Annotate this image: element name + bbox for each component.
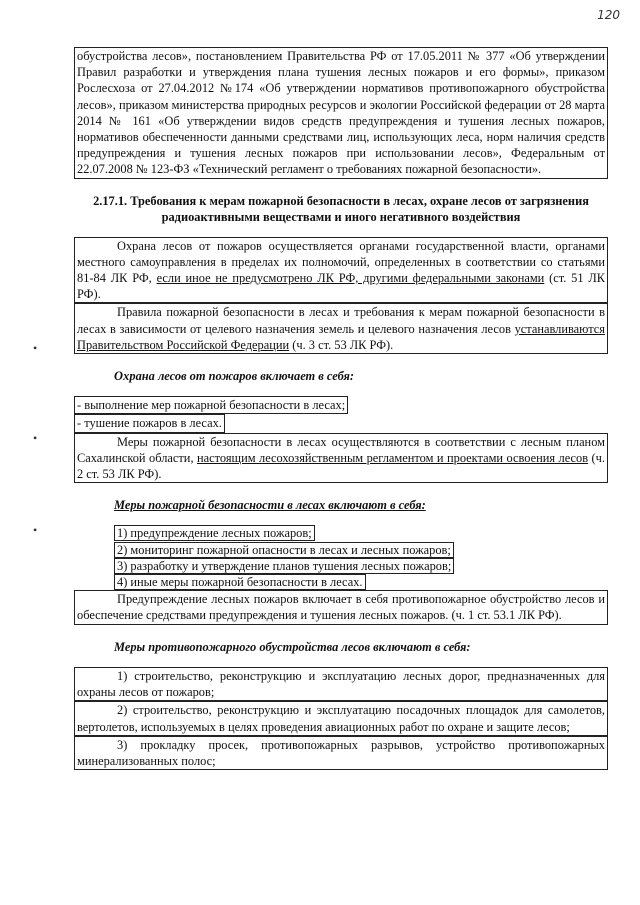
list-item: 2) мониторинг пожарной опасности в лесах и лесных пожаров; [114, 542, 454, 558]
underlined-text: устанавливаются Правительством Российской Федерации [77, 321, 605, 352]
paragraph-fire-protection-authorities [74, 237, 608, 304]
margin-bullet-mark: • [33, 431, 38, 445]
paragraph-text: Меры пожарной безопасности в лесах осуществляются в соответствии с лесным планом Сахалинской области, [77, 434, 605, 465]
list-item: 1) предупреждение лесных пожаров; [114, 525, 315, 541]
list-item: 3) разработку и утверждение планов тушения лесных пожаров; [114, 558, 454, 574]
list-item: 3) прокладку просек, противопожарных разрывов, устройство противопожарных минерализованных полос; [74, 736, 608, 770]
paragraph-fire-prevention: Предупреждение лесных пожаров включает в себя противопожарное обустройство лесов и обеспечение средствами предупреждения и тушения лесных пожаров. (ч. 1 ст. 53.1 ЛК РФ). [74, 590, 608, 624]
heading-fire-arrangement: Меры противопожарного обустройства лесов включают в себя: [114, 639, 471, 654]
list-item: - выполнение мер пожарной безопасности в лесах; [74, 396, 348, 414]
list-item: 2) строительство, реконструкцию и эксплуатацию посадочных площадок для самолетов, вертолетов, используемых в целях проведения авиационных работ по охране и защите лесов; [74, 701, 608, 735]
paragraph-text: Охрана лесов от пожаров осуществляется органами государственной власти, органами местного самоуправления в пределах их полномочий, определенных в соответствии со статьями 81-84 ЛК РФ, [77, 238, 605, 286]
underlined-text: настоящим лесохозяйственным регламентом и проектами освоения лесов [197, 450, 589, 465]
list-item: 4) иные меры пожарной безопасности в лесах. [114, 574, 366, 590]
paragraph-fire-safety-rules [74, 303, 608, 354]
document-body [74, 47, 608, 770]
paragraph-tail: (ст. 51 ЛК РФ). [77, 271, 606, 302]
paragraph-tail: (ч. 2 ст. 53 ЛК РФ). [77, 450, 605, 482]
page-number: 120 [597, 8, 620, 22]
paragraph-forest-plan [74, 433, 608, 484]
list-item: - тушение пожаров в лесах. [74, 414, 225, 432]
heading-fire-measures: Меры пожарной безопасности в лесах включают в себя: [114, 498, 426, 513]
heading-fire-protection: Охрана лесов от пожаров включает в себя: [114, 369, 354, 384]
paragraph-text: Правила пожарной безопасности в лесах и требования к мерам пожарной безопасности в лесах в зависимости от целевого назначения земель и целевого назначения лесов [77, 305, 605, 336]
intro-paragraph: обустройства лесов», постановлением Правительства РФ от 17.05.2011 № 377 «Об утверждении Правил разработки и утверждения плана тушения лесных пожаров и его формы», приказом Рослесхоза от 27.04.2012 №174 «Об утверждении нормативов противопожарного обустройства лесов», приказом министерства природных ресурсов и экологии Российской федерации от 28 марта 2014 № 161 «Об утверждении видов средств предупреждения и тушения лесных пожаров, нормативов обеспеченности данными средствами лиц, использующих леса, норм наличия средств предупреждения и тушения лесных пожаров при использовании лесов», Федеральным от 22.07.2008 № 123-ФЗ «Технический регламент о требованиях пожарной безопасности». [74, 47, 608, 179]
section-heading: 2.17.1. Требования к мерам пожарной безопасности в лесах, охране лесов от загрязнения радиоактивными веществами и иного негативного воздействия [93, 193, 589, 224]
list-item: 1) строительство, реконструкцию и эксплуатацию лесных дорог, предназначенных для охраны лесов от пожаров; [74, 667, 608, 701]
margin-bullet-mark: • [33, 523, 38, 537]
margin-bullet-mark: • [33, 341, 38, 355]
paragraph-tail: (ч. 3 ст. 53 ЛК РФ). [289, 337, 394, 352]
underlined-text: если иное не предусмотрено ЛК РФ, другими федеральными законами [156, 271, 545, 286]
